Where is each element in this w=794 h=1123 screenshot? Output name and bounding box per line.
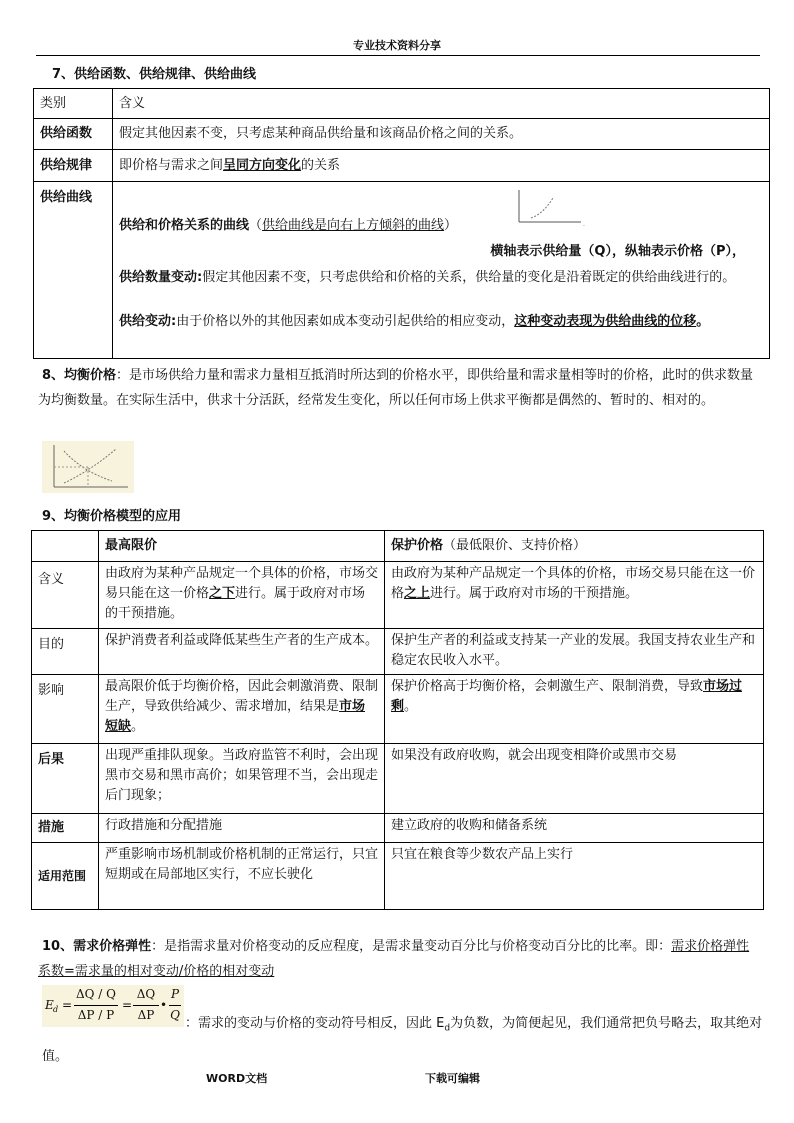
- floor-meaning: [385, 562, 764, 629]
- row-label-scope: 适用范围: [32, 843, 99, 910]
- row-text-supply-curve: [113, 182, 770, 359]
- ceiling-consequence: 出现严重排队现象。当政府监管不利时，会出现黑市交易和黑市高价；如果管理不当，会出现走后门现象；: [99, 744, 385, 814]
- corner-cell: [32, 531, 99, 562]
- col-price-floor-title: 保护价格: [391, 538, 444, 553]
- ceiling-impact-text: 最高限价低于均衡价格，因此会刺激消费、限制生产，导致供给减少、需求增加，结果是: [105, 679, 379, 714]
- floor-impact-text: 保护价格高于均衡价格，会刺激生产、限制消费，导致: [391, 679, 704, 694]
- floor-meaning-text: 由政府为某种产品规定一个具体的价格，市场交易只能在这一价格: [391, 566, 756, 601]
- col-price-ceiling: 最高限价: [99, 531, 385, 562]
- elasticity-formula: E d = ΔQ / Q ΔP / P = ΔQ ΔP • P Q: [42, 985, 184, 1027]
- row-label-impact: 影响: [32, 675, 99, 744]
- section-8-heading: 8、均衡价格: [42, 368, 117, 383]
- row-text-supply-law: [113, 150, 770, 182]
- section-9-heading: 9、均衡价格模型的应用: [42, 509, 182, 524]
- axis-description: 横轴表示供给量（Q），纵轴表示价格（P），: [490, 244, 745, 259]
- supply-change-label: 供给变动:: [119, 314, 177, 329]
- floor-impact-tail: 。: [404, 699, 418, 714]
- ceiling-measures: 行政措施和分配措施: [99, 814, 385, 843]
- formula-e: E: [45, 998, 54, 1012]
- ceiling-scope: 严重影响市场机制或价格机制的正常运行，只宜短期或在局部地区实行，不应长驶化: [99, 843, 385, 910]
- section-7-heading: 7、供给函数、供给规律、供给曲线: [52, 67, 257, 82]
- ceiling-purpose: 保护消费者利益或降低某些生产者的生产成本。: [99, 629, 385, 675]
- col-category: 类别: [34, 89, 113, 119]
- ceiling-impact: [99, 675, 385, 744]
- floor-consequence: 如果没有政府收购，就会出现变相降价或黑市交易: [385, 744, 764, 814]
- ceiling-meaning-text: 由政府为某种产品规定一个具体的价格，市场交易只能在这一价格: [105, 566, 379, 601]
- section-10-note-tail: 为负数，为简便起见，我们通常把负号略去，取其绝对值。: [42, 1016, 763, 1064]
- row-label-supply-law: 供给规律: [34, 150, 113, 182]
- supply-law-text: 即价格与需求之间: [119, 157, 224, 173]
- paren-open: （: [249, 218, 263, 233]
- supply-table: [33, 88, 770, 359]
- formula-frac2-den: ΔP: [133, 1005, 159, 1022]
- price-control-table: [31, 530, 764, 910]
- row-label-purpose: 目的: [32, 629, 99, 675]
- supply-qty-change: [119, 268, 763, 288]
- row-label-measures: 措施: [32, 814, 99, 843]
- equilibrium-chart-thumbnail: [42, 441, 134, 493]
- formula-frac3-den: Q: [169, 1005, 181, 1022]
- supply-curve-desc: [119, 216, 457, 236]
- floor-meaning-emphasis: 之上: [404, 586, 431, 601]
- section-10-text: ：是指需求量对价格变动的反应程度，是需求量变动百分比与价格变动百分比的比率。即：: [151, 939, 672, 954]
- formula-frac3-num: P: [170, 987, 180, 1001]
- col-price-floor: [385, 531, 764, 562]
- ceiling-impact-tail: 。: [131, 719, 145, 734]
- supply-law-tail: 的关系: [301, 157, 341, 173]
- supply-qty-text: 假定其他因素不变，只考虑供给和价格的关系，供给量的变化是沿着既定的供给曲线进行的。: [202, 270, 736, 285]
- elasticity-definition: 需求价格弹性系数=需求量的相对变动/价格的相对变动: [38, 939, 750, 979]
- section-10-note-text: ：需求的变动与价格的变动符号相反，因此 E: [185, 1016, 445, 1031]
- col-meaning: 含义: [113, 89, 770, 119]
- supply-law-emphasis: 呈同方向变化: [223, 157, 302, 173]
- formula-frac1-den: ΔP / P: [74, 1005, 118, 1022]
- supply-curve-desc-note: 供给曲线是向右上方倾斜的曲线: [262, 218, 445, 233]
- supply-curve-thumbnail: [513, 188, 593, 228]
- row-label-meaning: 含义: [32, 562, 99, 629]
- ceiling-impact-emphasis: 市场短缺: [105, 699, 366, 734]
- footer-left: WORD文档: [206, 1072, 268, 1085]
- header-divider: [36, 55, 760, 56]
- section-10-heading: 10、需求价格弹性: [42, 939, 152, 954]
- col-price-floor-note: （最低限价、支持价格）: [443, 538, 587, 553]
- paren-close: ）: [444, 218, 458, 233]
- row-label-supply-function: 供给函数: [34, 119, 113, 150]
- supply-qty-label: 供给数量变动:: [119, 270, 203, 285]
- ceiling-meaning-emphasis: 之下: [209, 586, 236, 601]
- floor-scope: 只宜在粮食等少数农产品上实行: [385, 843, 764, 910]
- supply-change: [119, 311, 763, 332]
- svg-text:.: .: [583, 221, 585, 228]
- row-label-supply-curve: 供给曲线: [34, 182, 113, 359]
- floor-meaning-tail: 进行。属于政府对市场的干预措施。: [430, 586, 639, 601]
- floor-measures: 建立政府的收购和储备系统: [385, 814, 764, 843]
- section-10-note: [42, 1010, 764, 1070]
- supply-change-emphasis: 这种变动表现为供给曲线的位移: [514, 314, 697, 329]
- supply-change-text: 由于价格以外的其他因素如成本变动引起供给的相应变动，: [176, 314, 515, 329]
- footer-right: 下载可编辑: [425, 1072, 480, 1085]
- supply-change-end: 。: [696, 314, 710, 329]
- supply-curve-desc-label: 供给和价格关系的曲线: [119, 218, 250, 233]
- section-10-note-sub: d: [444, 1023, 451, 1034]
- row-label-consequence: 后果: [32, 744, 99, 814]
- ceiling-meaning: [99, 562, 385, 629]
- ceiling-meaning-tail: 进行。属于政府对市场的干预措施。: [105, 586, 366, 621]
- floor-impact: [385, 675, 764, 744]
- formula-frac2-num: ΔQ: [136, 987, 156, 1001]
- section-8-text: ：是市场供给力量和需求力量相互抵消时所达到的价格水平，即供给量和需求量相等时的价格，此时的供求数量为均衡数量。在实际生活中，供求十分活跃，经常发生变化，所以任何市场上供求平衡都是偶然的、暂时的、相对的。: [38, 368, 754, 408]
- section-10-paragraph: [38, 934, 760, 984]
- page-header: 专业技术资料分享: [353, 39, 441, 52]
- floor-impact-emphasis: 市场过剩: [391, 679, 743, 714]
- formula-frac1-num: ΔQ / Q: [75, 987, 116, 1001]
- section-8-paragraph: [38, 363, 760, 413]
- floor-purpose: 保护生产者的利益或支持某一产业的发展。我国支持农业生产和稳定农民收入水平。: [385, 629, 764, 675]
- formula-e-sub: d: [53, 1005, 59, 1014]
- row-text-supply-function: 假定其他因素不变，只考虑某种商品供给量和该商品价格之间的关系。: [113, 119, 770, 150]
